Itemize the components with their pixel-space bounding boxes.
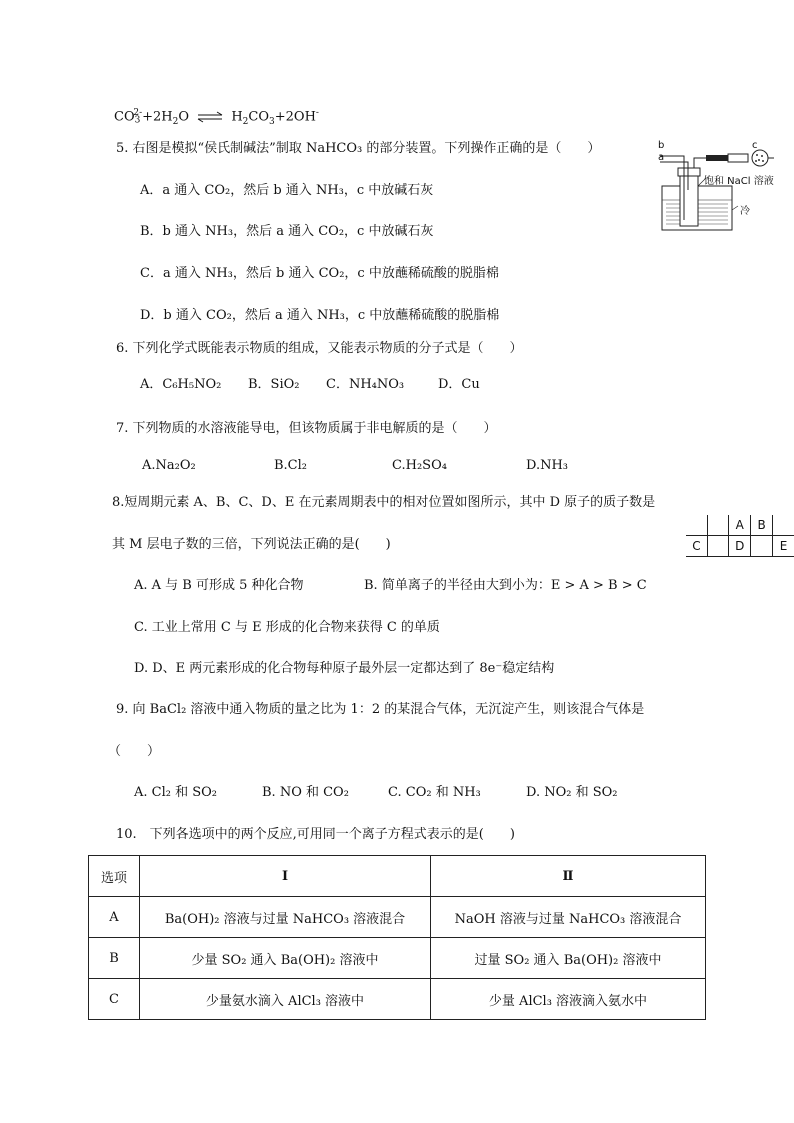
eq-charge: 2-	[133, 108, 143, 118]
pt-cell	[751, 536, 773, 557]
periodic-table-fragment	[686, 515, 794, 557]
q6-stem: 6. 下列化学式既能表示物质的组成，又能表示物质的分子式是（ ）	[116, 341, 523, 356]
q9-stem: 9. 向 BaCl₂ 溶液中通入物质的量之比为 1：2 的某混合气体，无沉淀产生，则该混合气体是	[116, 702, 645, 717]
label-c: c	[752, 140, 758, 151]
pt-cell: D	[729, 536, 751, 557]
hou-apparatus-diagram	[656, 140, 790, 232]
row-option: A	[89, 897, 140, 938]
table-row[interactable]	[89, 897, 706, 938]
eq-water-sub: 2	[172, 116, 179, 127]
q8-option-b[interactable]: B. 简单离子的半径由大到小为：E > A > B > C	[364, 578, 647, 593]
q7-option-d[interactable]: D.NH₃	[526, 458, 569, 473]
eq-water: +2H	[142, 109, 173, 125]
pt-cell	[686, 515, 707, 536]
row-reaction-1: 少量氨水滴入 AlCl₃ 溶液中	[140, 979, 431, 1020]
row-option: C	[89, 979, 140, 1020]
q8-option-c[interactable]: C. 工业上常用 C 与 E 形成的化合物来获得 C 的单质	[134, 620, 440, 635]
q8-stem-line2: 其 M 层电子数的三倍，下列说法正确的是( )	[112, 537, 391, 552]
label-a: a	[658, 152, 665, 163]
q6-option-d[interactable]: D．Cu	[438, 377, 480, 392]
pt-cell: A	[729, 515, 751, 536]
table-row[interactable]	[89, 979, 706, 1020]
q8-option-a[interactable]: A. A 与 B 可形成 5 种化合物	[134, 578, 304, 593]
q5-option-b[interactable]: B．b 通入 NH₃，然后 a 通入 CO₂，c 中放碱石灰	[140, 224, 434, 239]
q9-option-a[interactable]: A. Cl₂ 和 SO₂	[134, 785, 218, 800]
q9-answer-paren: （ ）	[108, 744, 161, 759]
label-nacl-solution: 饱和 NaCl 溶液	[704, 176, 774, 187]
q6-option-b[interactable]: B．SiO₂	[248, 377, 300, 392]
eq-co: CO	[114, 109, 135, 125]
table-row[interactable]	[89, 938, 706, 979]
pt-row-2	[686, 536, 794, 557]
q5-option-a[interactable]: A．a 通入 CO₂，然后 b 通入 NH₃，c 中放碱石灰	[140, 183, 434, 198]
q6-option-a[interactable]: A．C₆H₅NO₂	[140, 377, 222, 392]
pt-cell: E	[773, 536, 794, 557]
row-reaction-1: Ba(OH)₂ 溶液与过量 NaHCO₃ 溶液混合	[140, 897, 431, 938]
pt-cell	[707, 536, 728, 557]
header-reaction-2: Ⅱ	[431, 856, 706, 897]
q5-option-d[interactable]: D．b 通入 CO₂，然后 a 通入 NH₃，c 中放蘸稀硫酸的脱脂棉	[140, 308, 500, 323]
header-reaction-1: Ⅰ	[140, 856, 431, 897]
eq-oh: +2OH	[274, 109, 316, 125]
q10-table	[88, 855, 706, 1020]
eq-co-sub: 3	[269, 116, 275, 127]
eq-co2: CO	[248, 109, 270, 125]
q8-option-d[interactable]: D. D、E 两元素形成的化合物每种原子最外层一定都达到了 8e⁻稳定结构	[134, 661, 555, 676]
hydrolysis-equation	[114, 104, 319, 131]
q10-stem: 10. 下列各选项中的两个反应,可用同一个离子方程式表示的是( )	[116, 827, 515, 842]
eq-sub: 3	[134, 115, 141, 126]
eq-oh-charge: -	[315, 108, 319, 118]
pt-cell	[707, 515, 728, 536]
q7-option-a[interactable]: A.Na₂O₂	[142, 458, 196, 473]
q7-option-c[interactable]: C.H₂SO₄	[392, 458, 447, 473]
table-header-row	[89, 856, 706, 897]
row-reaction-1: 少量 SO₂ 通入 Ba(OH)₂ 溶液中	[140, 938, 431, 979]
eq-h: H	[231, 109, 243, 125]
q5-option-c[interactable]: C．a 通入 NH₃，然后 b 通入 CO₂，c 中放蘸稀硫酸的脱脂棉	[140, 266, 499, 281]
label-cold: 冷	[740, 206, 750, 217]
header-option: 选项	[89, 856, 140, 897]
row-reaction-2: 过量 SO₂ 通入 Ba(OH)₂ 溶液中	[431, 938, 706, 979]
q6-option-c[interactable]: C．NH₄NO₃	[326, 377, 405, 392]
q9-option-b[interactable]: B. NO 和 CO₂	[262, 785, 349, 800]
q9-option-d[interactable]: D. NO₂ 和 SO₂	[526, 785, 618, 800]
eq-h-sub: 2	[242, 116, 249, 127]
row-reaction-2: NaOH 溶液与过量 NaHCO₃ 溶液混合	[431, 897, 706, 938]
q5-stem: 5. 右图是模拟“侯氏制碱法”制取 NaHCO₃ 的部分装置。下列操作正确的是（ ）	[116, 141, 601, 156]
q7-stem: 7. 下列物质的水溶液能导电，但该物质属于非电解质的是（ ）	[116, 421, 497, 436]
label-b: b	[658, 140, 665, 151]
equilibrium-arrow-icon	[197, 111, 223, 123]
eq-water-o: O	[178, 109, 190, 125]
q9-option-c[interactable]: C. CO₂ 和 NH₃	[388, 785, 481, 800]
pt-cell: B	[751, 515, 773, 536]
pt-row-1	[686, 515, 794, 536]
pt-cell: C	[686, 536, 707, 557]
row-reaction-2: 少量 AlCl₃ 溶液滴入氨水中	[431, 979, 706, 1020]
row-option: B	[89, 938, 140, 979]
q8-stem-line1: 8.短周期元素 A、B、C、D、E 在元素周期表中的相对位置如图所示，其中 D 原子的质子数是	[112, 495, 656, 510]
q7-option-b[interactable]: B.Cl₂	[274, 458, 308, 473]
pt-cell	[773, 515, 794, 536]
